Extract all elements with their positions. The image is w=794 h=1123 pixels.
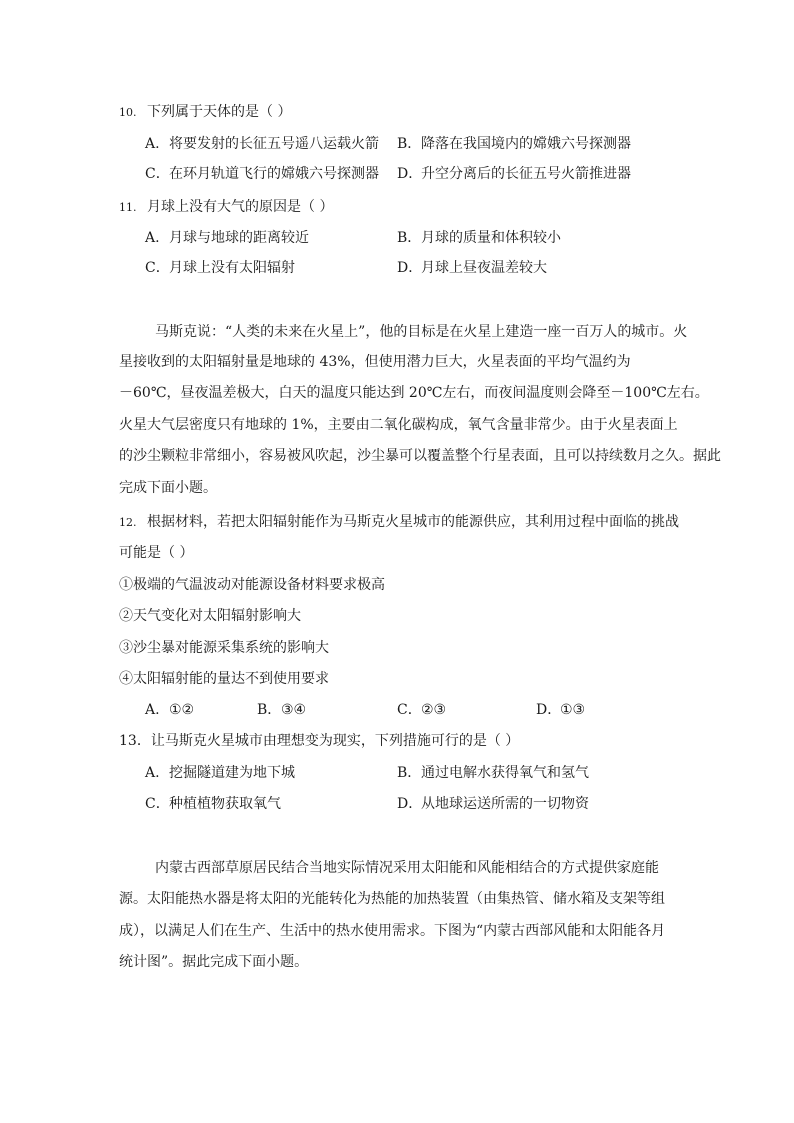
question-number: 13． <box>119 733 151 749</box>
q13-option-b: B．通过电解水获得氧气和氢气 <box>397 765 589 781</box>
q12-statement-2: ②天气变化对太阳辐射影响大 <box>119 608 301 624</box>
q12-option-d: D．①③ <box>536 702 586 718</box>
question-12-stem: 12. 根据材料，若把太阳辐射能作为马斯克火星城市的能源供应，其利用过程中面临的挑战 <box>119 512 679 533</box>
q13-option-d: D．从地球运送所需的一切物资 <box>397 796 589 812</box>
q13-option-a: A. 挖掘隧道建为地下城 <box>145 765 295 781</box>
question-12-stem-cont: 可能是（ ） <box>119 545 194 561</box>
q12-option-c: C．②③ <box>397 702 447 718</box>
q10-option-c: C．在环月轨道飞行的嫦娥六号探测器 <box>145 166 379 182</box>
q12-option-a: A. ①② <box>145 702 195 718</box>
q10-option-b: B．降落在我国境内的嫦娥六号探测器 <box>397 136 631 152</box>
mars-passage-line-3: －60℃，昼夜温差极大，白天的温度只能达到 20℃左右，而夜间温度则会降至－100℃左右。 <box>119 385 709 401</box>
q12-statement-3: ③沙尘暴对能源采集系统的影响大 <box>119 640 329 656</box>
question-number: 12. <box>119 516 137 529</box>
mars-passage-line-4: 火星大气层密度只有地球的 1%，主要由二氧化碳构成，氧气含量非常少。由于火星表面上 <box>119 417 678 433</box>
neimenggu-passage-line-3: 成），以满足人们在生产、生活中的热水使用需求。下图为“内蒙古西部风能和太阳能各月 <box>119 923 666 939</box>
question-13-stem: 13．让马斯克火星城市由理想变为现实，下列措施可行的是（ ） <box>119 733 520 749</box>
q11-option-b: B．月球的质量和体积较小 <box>397 230 561 246</box>
q12-statement-1: ①极端的气温波动对能源设备材料要求极高 <box>119 577 385 593</box>
q12-statement-4: ④太阳辐射能的量达不到使用要求 <box>119 671 329 687</box>
neimenggu-passage-line-4: 统计图”。据此完成下面小题。 <box>119 954 309 970</box>
q11-option-d: D．月球上昼夜温差较大 <box>397 260 547 276</box>
q10-option-d: D．升空分离后的长征五号火箭推进器 <box>397 166 631 182</box>
question-number: 10. <box>119 106 137 119</box>
neimenggu-passage-line-1: 内蒙古西部草原居民结合当地实际情况采用太阳能和风能相结合的方式提供家庭能 <box>155 860 659 876</box>
mars-passage-line-1: 马斯克说：“人类的未来在火星上”，他的目标是在火星上建造一座一百万人的城市。火 <box>155 324 688 340</box>
q12-option-b: B．③④ <box>257 702 307 718</box>
mars-passage-line-2: 星接收到的太阳辐射量是地球的 43%，但使用潜力巨大，火星表面的平均气温约为 <box>119 354 631 370</box>
q11-option-a: A. 月球与地球的距离较近 <box>145 230 309 246</box>
mars-passage-line-6: 完成下面小题。 <box>119 480 217 496</box>
q11-option-c: C．月球上没有太阳辐射 <box>145 260 295 276</box>
q13-option-c: C．种植植物获取氧气 <box>145 796 281 812</box>
question-10-stem: 10. 下列属于天体的是（ ） <box>119 102 291 123</box>
mars-passage-line-5: 的沙尘颗粒非常细小，容易被风吹起，沙尘暴可以覆盖整个行星表面，且可以持续数月之久。据此 <box>119 448 721 464</box>
q10-option-a: A. 将要发射的长征五号遥八运载火箭 <box>145 136 379 152</box>
neimenggu-passage-line-2: 源。太阳能热水器是将太阳的光能转化为热能的加热装置（由集热管、储水箱及支架等组 <box>119 891 665 907</box>
question-number: 11. <box>119 201 137 214</box>
question-11-stem: 11. 月球上没有大气的原因是（ ） <box>119 197 333 218</box>
